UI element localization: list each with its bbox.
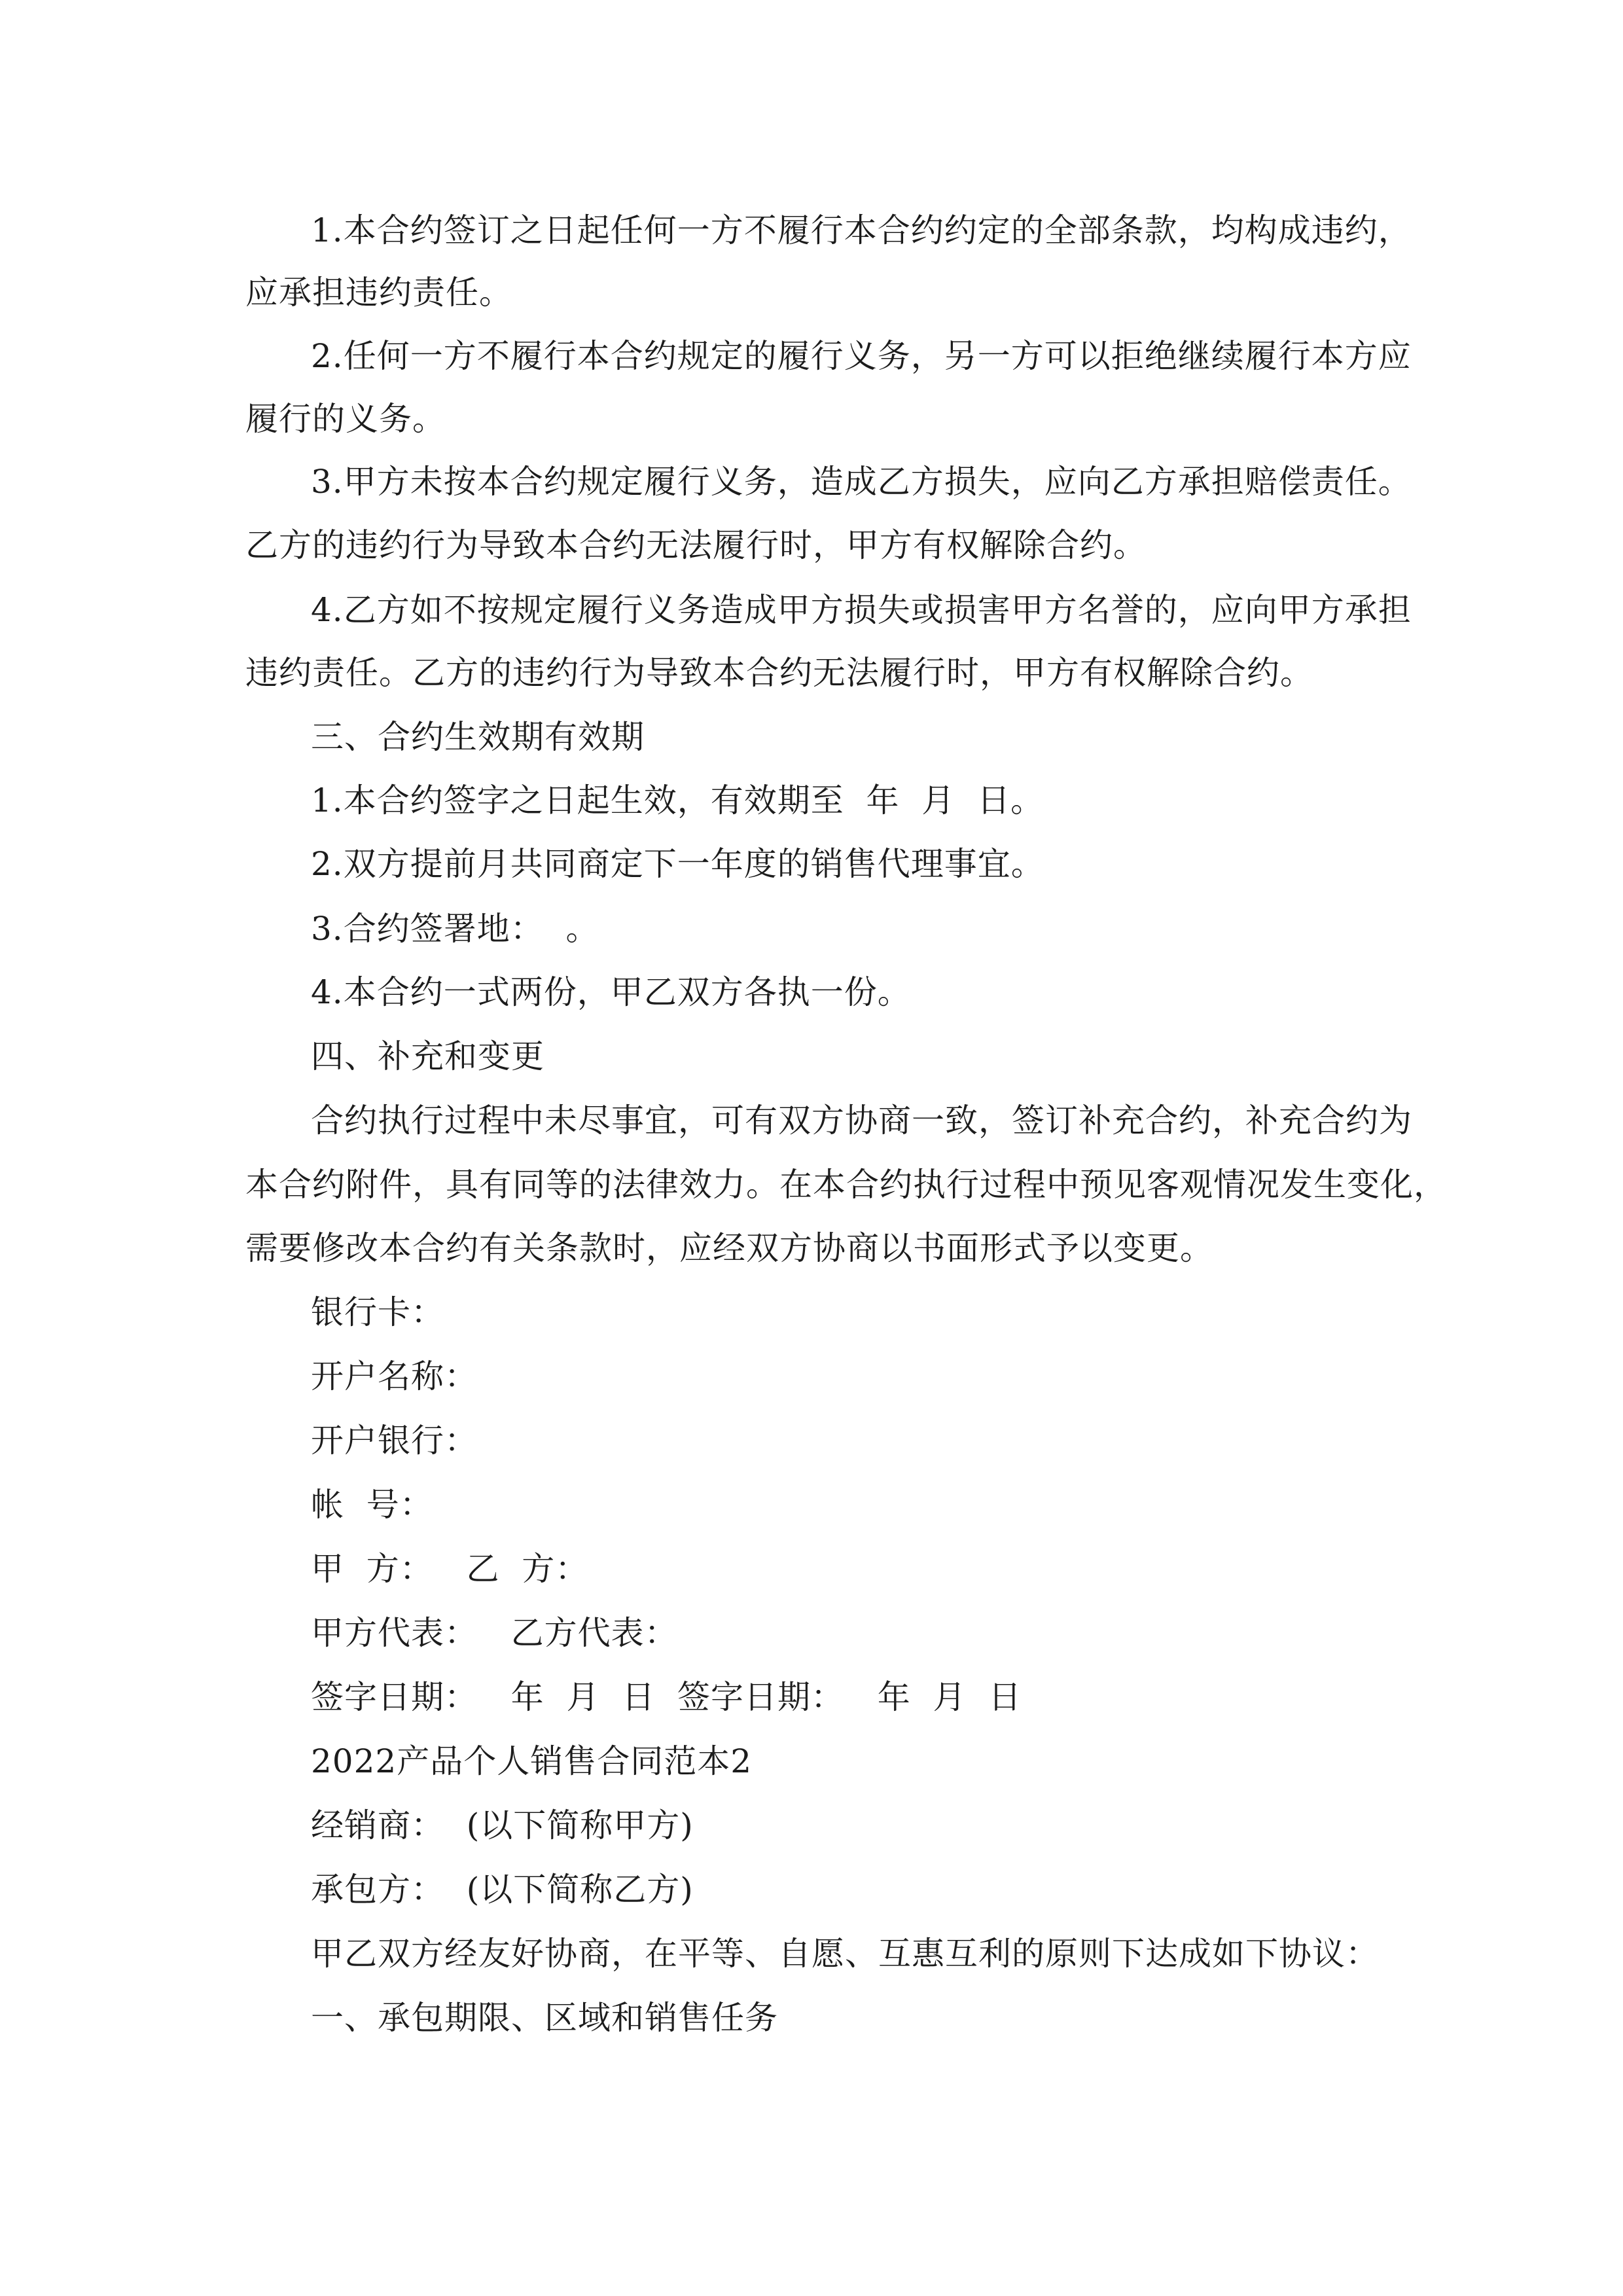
section-3-item-2: 2.双方提前月共同商定下一年度的销售代理事宜。 xyxy=(311,845,1044,883)
signature-date-labels: 签字日期： 年 月 日 签字日期： 年 月 日 xyxy=(311,1678,1022,1716)
account-name-label: 开户名称： xyxy=(311,1357,478,1395)
clause-2-line-2: 履行的义务。 xyxy=(245,400,446,438)
account-number-label: 帐 号： xyxy=(311,1486,433,1524)
clause-4-line-2: 违约责任。乙方的违约行为导致本合约无法履行时，甲方有权解除合约。 xyxy=(245,654,1313,692)
representative-labels: 甲方代表： 乙方代表： xyxy=(311,1614,678,1652)
section-3-item-4: 4.本合约一式两份，甲乙双方各执一份。 xyxy=(311,973,911,1011)
clause-4-line-1: 4.乙方如不按规定履行义务造成甲方损失或损害甲方名誉的，应向甲方承担 xyxy=(311,591,1412,629)
section-4-para-line-1: 合约执行过程中未尽事宜，可有双方协商一致，签订补充合约，补充合约为 xyxy=(311,1102,1412,1139)
section-3-item-3: 3.合约签署地： 。 xyxy=(311,910,599,948)
clause-1-line-1: 1.本合约签订之日起任何一方不履行本合约约定的全部条款，均构成违约， xyxy=(311,211,1412,249)
clause-3-line-2: 乙方的违约行为导致本合约无法履行时，甲方有权解除合约。 xyxy=(245,526,1147,564)
section-3-item-1: 1.本合约签字之日起生效，有效期至 年 月 日。 xyxy=(311,781,1044,819)
contract-2-title: 2022产品个人销售合同范本2 xyxy=(311,1742,753,1780)
section-4-para-line-3: 需要修改本合约有关条款时，应经双方协商以书面形式予以变更。 xyxy=(245,1229,1213,1267)
bank-card-label: 银行卡： xyxy=(311,1293,444,1331)
section-3-heading: 三、合约生效期有效期 xyxy=(311,718,645,756)
distributor-label: 经销商： (以下简称甲方) xyxy=(311,1806,694,1844)
section-4-heading: 四、补充和变更 xyxy=(311,1037,544,1075)
agreement-intro: 甲乙双方经友好协商，在平等、自愿、互惠互利的原则下达成如下协议： xyxy=(311,1935,1379,1973)
contractor-label: 承包方： (以下简称乙方) xyxy=(311,1871,694,1909)
clause-3-line-1: 3.甲方未按本合约规定履行义务，造成乙方损失，应向乙方承担赔偿责任。 xyxy=(311,463,1412,501)
party-labels: 甲 方： 乙 方： xyxy=(311,1550,589,1588)
section-1-heading: 一、承包期限、区域和销售任务 xyxy=(311,1999,778,2037)
bank-name-label: 开户银行： xyxy=(311,1422,478,1460)
section-4-para-line-2: 本合约附件，具有同等的法律效力。在本合约执行过程中预见客观情况发生变化， xyxy=(245,1166,1447,1204)
clause-2-line-1: 2.任何一方不履行本合约规定的履行义务，另一方可以拒绝继续履行本方应 xyxy=(311,337,1412,375)
clause-1-line-2: 应承担违约责任。 xyxy=(245,274,512,312)
